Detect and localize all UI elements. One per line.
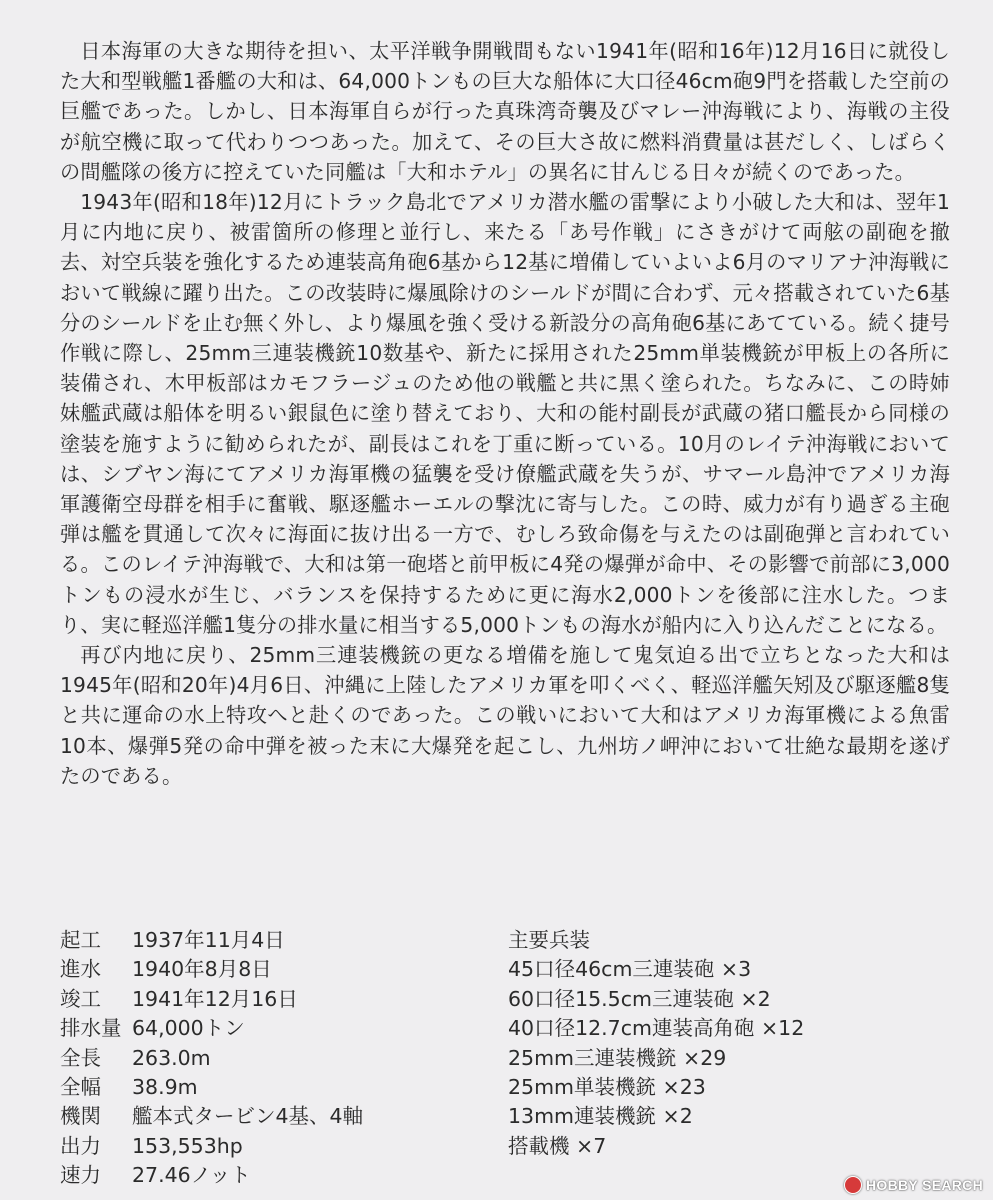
spec-row [60,955,480,984]
hobby-search-watermark [844,1176,983,1194]
paragraph-3: 再び内地に戻り、25mm三連装機銃の更なる増備を施して鬼気迫る出で立ちとなった大和は1945年(昭和20年)4月6日、沖縄に上陸したアメリカ軍を叩くべく、軽巡洋艦矢矧及び駆逐艦8隻と共に運命の水上特攻へと赴くのであった。この戦いにおいて大和はアメリカ海軍機による魚雷10本、爆弾5発の命中弾を被った末に大爆発を起こし、九州坊ノ岬沖において壮絶な最期を遂げたのである。 [60,643,950,788]
spec-row [60,1161,480,1190]
spec-label: 排水量 [60,1016,122,1041]
hobby-search-logo-icon [844,1176,862,1194]
paragraph-2: 1943年(昭和18年)12月にトラック島北でアメリカ潜水艦の雷撃により小破した大和は、翌年1月に内地に戻り、被雷箇所の修理と並行し、来たる「あ号作戦」にさきがけて両舷の副砲を撤去、対空兵装を強化するため連装高角砲6基から12基に増備していよいよ6月のマリアナ沖海戦において戦線に躍り出た。この改装時に爆風除けのシールドが間に合わず、元々搭載されていた6基分のシールドを止む無く外し、より爆風を強く受ける新設分の高角砲6基にあてている。続く捷号作戦に際し、25mm三連装機銃10数基や、新たに採用された25mm単装機銃が甲板上の各所に装備され、木甲板部はカモフラージュのため他の戦艦と共に黒く塗られた。ちなみに、この時姉妹艦武蔵は船体を明るい銀鼠色に塗り替えており、大和の能村副長が武蔵の猪口艦長から同様の塗装を施すように勧められたが、副長はこれを丁重に断っている。10月のレイテ沖海戦においては、シブヤン海にてアメリカ海軍機の猛襲を受け僚艦武蔵を失うが、サマール島沖でアメリカ海軍護衛空母群を相手に奮戦、駆逐艦ホーエルの撃沈に寄与した。この時、威力が有り過ぎる主砲弾は艦を貫通して次々に海面に抜け出る一方で、むしろ致命傷を与えたのは副砲弾と言われている。このレイテ沖海戦で、大和は第一砲塔と前甲板に4発の爆弾が命中、その影響で前部に3,000トンもの浸水が生じ、バランスを保持するために更に海水2,000トンを後部に注水した。つまり、実に軽巡洋艦1隻分の排水量に相当する5,000トンもの海水が船内に入り込んだことになる。 [60,190,950,637]
armament-item: 搭載機 ×7 [508,1133,607,1158]
spec-label: 竣工 [60,986,101,1011]
armament-list [508,926,928,1161]
watermark-brand: HOBBY [866,1177,919,1193]
spec-row [60,1102,480,1131]
spec-row [60,1132,480,1161]
armament-item: 60口径15.5cm三連装砲 ×2 [508,986,771,1011]
spec-value: 27.46ノット [132,1163,251,1188]
spec-label: 全長 [60,1045,101,1070]
spec-row [60,985,480,1014]
paragraph-1: 日本海軍の大きな期待を担い、太平洋戦争開戦間もない1941年(昭和16年)12月16日に就役した大和型戦艦1番艦の大和は、64,000トンもの巨大な船体に大口径46cm砲9門を搭載した空前の巨艦であった。しかし、日本海軍自らが行った真珠湾奇襲及びマレー沖海戦により、海戦の主役が航空機に取って代わりつつあった。加えて、その巨大さ故に燃料消費量は甚だしく、しばらくの間艦隊の後方に控えていた同艦は「大和ホテル」の異名に甘んじる日々が続くのであった。 [60,39,950,184]
spec-label: 機関 [60,1104,101,1129]
spec-value: 1940年8月8日 [132,957,272,982]
watermark-suffix: SEARCH [922,1177,983,1193]
spec-label: 速力 [60,1163,101,1188]
armament-item: 13mm連装機銃 ×2 [508,1104,693,1129]
spec-label: 進水 [60,957,101,982]
spec-value: 1941年12月16日 [132,986,298,1011]
spec-row [60,1044,480,1073]
spec-value: 263.0m [132,1045,211,1070]
article-body [60,36,950,791]
armament-item: 45口径46cm三連装砲 ×3 [508,957,752,982]
spec-value: 64,000トン [132,1016,245,1041]
spec-label: 出力 [60,1133,101,1158]
armament-heading: 主要兵装 [508,928,590,952]
armament-item: 40口径12.7cm連装高角砲 ×12 [508,1016,805,1041]
spec-row [60,926,480,955]
spec-row [60,1073,480,1102]
specifications-list [60,926,480,1191]
spec-label: 起工 [60,928,101,952]
armament-item: 25mm三連装機銃 ×29 [508,1045,727,1070]
spec-value: 38.9m [132,1075,198,1100]
spec-label: 全幅 [60,1075,101,1100]
spec-row [60,1014,480,1043]
armament-item: 25mm単装機銃 ×23 [508,1075,706,1100]
spec-value: 153,553hp [132,1133,243,1158]
spec-value: 1937年11月4日 [132,928,285,952]
spec-value: 艦本式タービン4基、4軸 [132,1104,364,1129]
